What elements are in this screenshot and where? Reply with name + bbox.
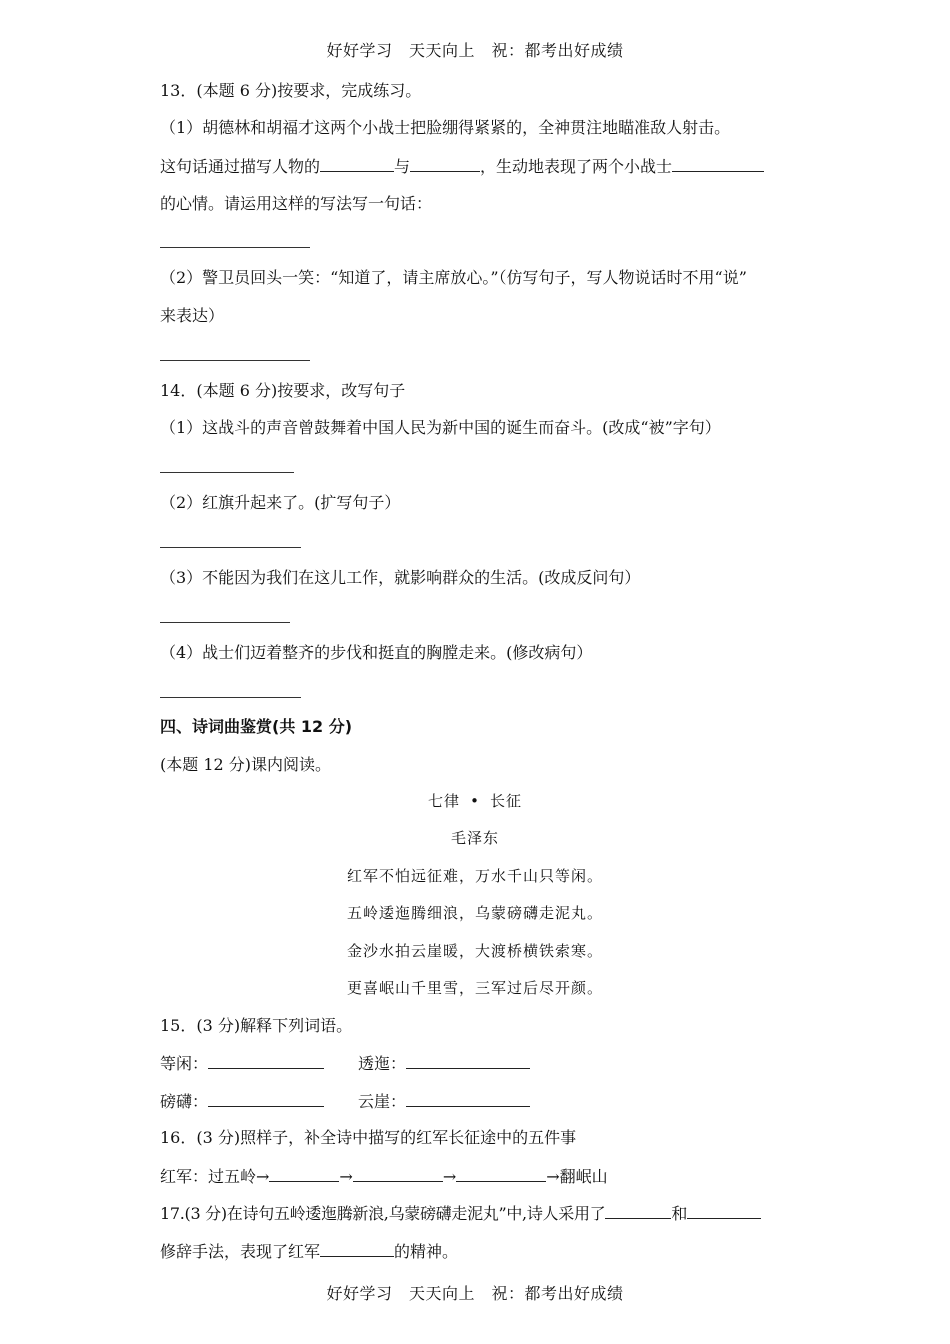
q16-start: 红军：过五岭→ xyxy=(160,1167,270,1186)
q17-text-b: 和 xyxy=(671,1204,688,1223)
q15-blank-3[interactable] xyxy=(208,1090,324,1107)
q14-answer-line-4[interactable] xyxy=(160,697,301,698)
q17-blank-2[interactable] xyxy=(687,1202,761,1219)
q13-text-b: 与 xyxy=(394,157,411,176)
q14-answer-line-1[interactable] xyxy=(160,472,294,473)
q14-part2: （2）红旗升起来了。(扩写句子） xyxy=(160,493,401,512)
q13-title: 13．(本题 6 分)按要求，完成练习。 xyxy=(160,81,422,100)
q16-blank-2[interactable] xyxy=(353,1165,443,1182)
q13-text-a: 这句话通过描写人物的 xyxy=(160,157,321,176)
q15-title: 15．(3 分)解释下列词语。 xyxy=(160,1016,353,1035)
q16-arrow-2: → xyxy=(442,1167,457,1186)
q15-blank-4[interactable] xyxy=(406,1090,530,1107)
poem-line-1: 红军不怕远征难，万水千山只等闲。 xyxy=(346,867,603,885)
page-header: 好好学习 天天向上 祝：都考出好成绩 xyxy=(326,41,624,60)
q13-blank-1[interactable] xyxy=(320,155,394,172)
q17-text-a: 17.(3 分)在诗句五岭逶迤腾新浪,乌蒙磅礴走泥丸”中,诗人采用了 xyxy=(160,1204,606,1223)
q13-blank-2[interactable] xyxy=(410,155,480,172)
page-footer: 好好学习 天天向上 祝：都考出好成绩 xyxy=(326,1284,624,1303)
poem-author: 毛泽东 xyxy=(450,829,499,847)
q15-word-1: 等闲： xyxy=(160,1054,209,1073)
q15-word-4: 云崖： xyxy=(358,1092,407,1111)
q15-blank-2[interactable] xyxy=(406,1052,530,1069)
q13-part2-line2: 来表达） xyxy=(160,306,225,325)
q17-text-c: 修辞手法，表现了红军 xyxy=(160,1242,321,1261)
q15-row-2 xyxy=(160,1090,530,1113)
q16-sequence xyxy=(160,1165,608,1188)
q14-part3: （3）不能因为我们在这儿工作，就影响群众的生活。(改成反问句） xyxy=(160,568,641,587)
poem-line-2: 五岭逶迤腾细浪，乌蒙磅礴走泥丸。 xyxy=(346,904,603,922)
q13-part1-blanks xyxy=(160,155,764,178)
q13-part1-line2: 的心情。请运用这样的写法写一句话： xyxy=(160,194,433,213)
section4-title: 四、诗词曲鉴赏(共 12 分) xyxy=(160,717,353,736)
q14-part1: （1）这战斗的声音曾鼓舞着中国人民为新中国的诞生而奋斗。(改成“被”字句） xyxy=(160,418,721,437)
poem-title: 七律 • 长征 xyxy=(427,792,523,810)
q13-blank-3[interactable] xyxy=(672,155,764,172)
q14-part4: （4）战士们迈着整齐的步伐和挺直的胸膛走来。(修改病句） xyxy=(160,643,593,662)
q17-line-1 xyxy=(160,1202,761,1225)
q16-title: 16．(3 分)照样子，补全诗中描写的红军长征途中的五件事 xyxy=(160,1128,577,1147)
q14-title: 14．(本题 6 分)按要求，改写句子 xyxy=(160,381,406,400)
q13-answer-line-1[interactable] xyxy=(160,247,310,248)
q16-arrow-1: → xyxy=(339,1167,353,1186)
section4-intro: (本题 12 分)课内阅读。 xyxy=(160,755,332,774)
q17-line-2 xyxy=(160,1240,458,1263)
q17-text-d: 的精神。 xyxy=(394,1242,459,1261)
q15-word-3: 磅礴： xyxy=(160,1092,209,1111)
q13-text-c: ，生动地表现了两个小战士 xyxy=(480,157,673,176)
poem-line-4: 更喜岷山千里雪，三军过后尽开颜。 xyxy=(346,979,603,997)
q13-part2: （2）警卫员回头一笑：“知道了，请主席放心。”（仿写句子，写人物说话时不用“说” xyxy=(160,268,747,287)
q17-blank-3[interactable] xyxy=(320,1240,394,1257)
q13-answer-line-2[interactable] xyxy=(160,360,310,361)
q15-row-1 xyxy=(160,1052,530,1075)
q14-answer-line-3[interactable] xyxy=(160,622,290,623)
q17-blank-1[interactable] xyxy=(605,1202,671,1219)
q16-end: →翻岷山 xyxy=(546,1167,608,1186)
q15-blank-1[interactable] xyxy=(208,1052,324,1069)
poem-line-3: 金沙水拍云崖暖，大渡桥横铁索寒。 xyxy=(346,942,603,960)
q15-word-2: 透迤： xyxy=(358,1054,407,1073)
q13-part1: （1）胡德林和胡福才这两个小战士把脸绷得紧紧的，全神贯注地瞄准敌人射击。 xyxy=(160,118,731,137)
q16-blank-1[interactable] xyxy=(269,1165,339,1182)
q14-answer-line-2[interactable] xyxy=(160,547,301,548)
q16-blank-3[interactable] xyxy=(456,1165,546,1182)
